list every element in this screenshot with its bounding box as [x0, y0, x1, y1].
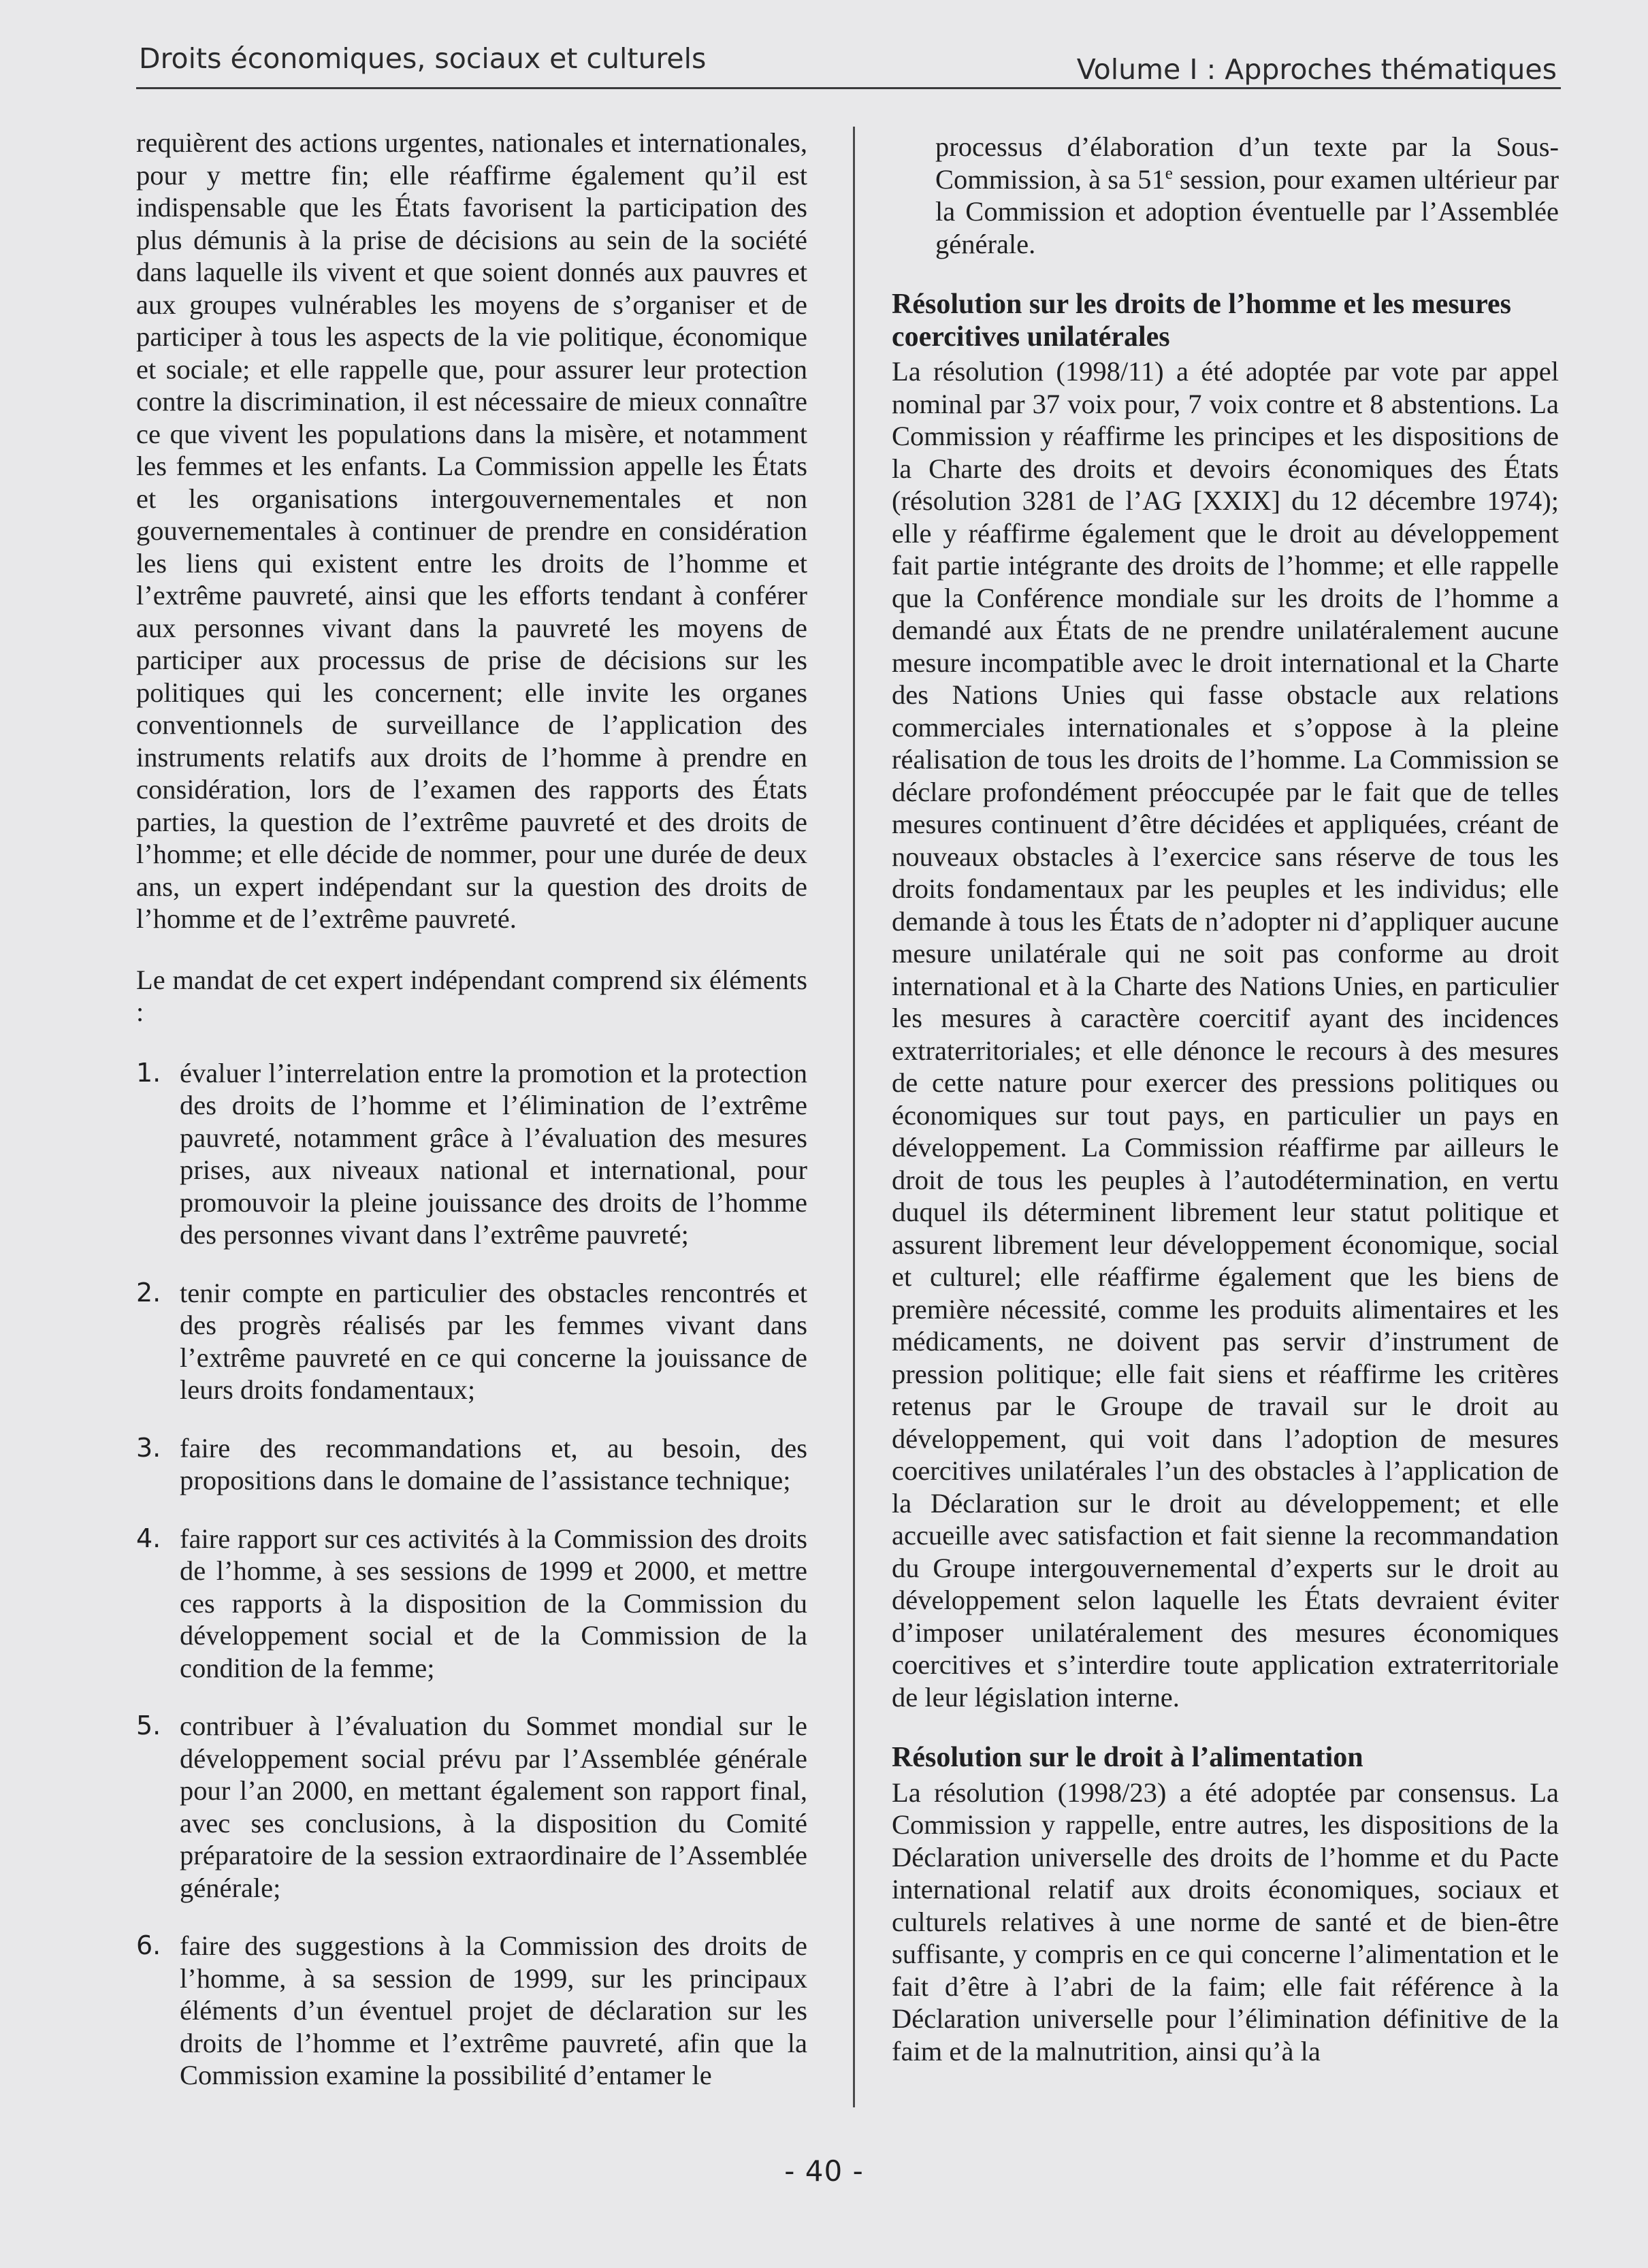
list-item-number: 1. [136, 1057, 161, 1088]
left-paragraph-continuation: requièrent des actions urgentes, nationales et internationales, pour y mettre fin; elle réaffirme également qu’il est indispensable que les États favorisent la participation des plus démunis à la prise de décisions au sein de la société dans laquelle ils vivent et que soient donnés aux pauvres et aux groupes vulnérables les moyens de s’organiser et de participer à tous les aspects de la vie politique, économique et sociale; et elle rappelle que, pour assurer leur protection contre la discrimination, il est nécessaire de mieux connaître ce que vivent les populations dans la misère, et notamment les femmes et les enfants. La Commission appelle les États et les organisations intergouvernementales et non gouvernementales à continuer de prendre en considération les liens qui existent entre les droits de l’homme et l’extrême pauvreté, ainsi que les efforts tendant à conférer aux personnes vivant dans la pauvreté les moyens de participer aux processus de prise de décisions sur les politiques qui les concernent; elle invite les organes conventionnels de surveillance de l’application des instruments relatifs aux droits de l’homme à prendre en considération, lors de l’examen des rapports des États parties, la question de l’extrême pauvreté et des droits de l’homme; et elle décide de nommer, pour une durée de deux ans, un expert indépendant sur la question des droits de l’homme et de l’extrême pauvreté. [136, 127, 807, 934]
list-item-text: tenir compte en particulier des obstacles rencontrés et des progrès réalisés par les femmes vivant dans l’extrême pauvreté en ce qui concerne la jouissance de leurs droits fondamentaux; [180, 1277, 807, 1405]
header-right-title: Volume I : Approches thématiques [1076, 53, 1557, 86]
list-item-number: 6. [136, 1930, 161, 1960]
header-left-title: Droits économiques, sociaux et culturels [139, 42, 707, 75]
right-paragraph-continuation [892, 131, 1559, 260]
header-rule [136, 87, 1561, 89]
ordinal-superscript: e [1165, 164, 1173, 182]
continuation-text-start: processus d’élaboration d’un texte par la Sous-Commission, à sa 51 [935, 131, 1559, 195]
list-item [136, 1710, 807, 1904]
section-paragraph-right-to-food: La résolution (1998/23) a été adoptée par consensus. La Commission y rappelle, entre autres, les dispositions de la Déclaration universelle des droits de l’homme et du Pacte international relatif aux droits économiques, sociaux et culturels relatives à une norme de santé et de bien-être suffisante, y compris en ce qui concerne l’alimentation et le fait d’être à l’abri de la faim; elle fait référence à la Déclaration universelle pour l’élimination définitive de la faim et de la malnutrition, ainsi qu’à la [892, 1777, 1559, 2067]
left-column [136, 127, 807, 2118]
section-heading-coercive-measures: Résolution sur les droits de l’homme et les mesures coercitives unilatérales [892, 289, 1511, 353]
list-item [136, 1432, 807, 1497]
list-item [136, 1523, 807, 1685]
list-item-number: 2. [136, 1277, 161, 1308]
section-paragraph-coercive-measures: La résolution (1998/11) a été adoptée par vote par appel nominal par 37 voix pour, 7 voix contre et 8 abstentions. La Commission y réaffirme les principes et les dispositions de la Charte des droits et devoirs économiques des États (résolution 3281 de l’AG [XXIX] du 12 décembre 1974); elle y réaffirme également que le droit au développement fait partie intégrante des droits de l’homme; et elle rappelle que la Conférence mondiale sur les droits de l’homme a demandé aux États de ne prendre unilatéralement aucune mesure incompatible avec le droit international et la Charte des Nations Unies qui fasse obstacle aux relations commerciales internationales et s’oppose à la pleine réalisation de tous les droits de l’homme. La Commission se déclare profondément préoccupée par le fait que de telles mesures continuent d’être décidées et appliquées, créant de nouveaux obstacles à l’exercice sans réserve de tous les droits fondamentaux par les peuples et les individus; elle demande à tous les États de n’adopter ni d’appliquer aucune mesure unilatérale qui ne soit pas conforme au droit international et à la Charte des Nations Unies, en particulier les mesures à caractère coercitif ayant des incidences extraterritoriales; et elle dénonce le recours à des mesures de cette nature pour exercer des pressions politiques ou économiques sur tout pays, en particulier un pays en développement. La Commission réaffirme par ailleurs le droit de tous les peuples à l’autodétermination, en vertu duquel ils déterminent librement leur statut politique et assurent librement leur développement économique, social et culturel; elle réaffirme également que les biens de première nécessité, comme les produits alimentaires et les médicaments, ne doivent pas servir d’instrument de pression politique; elle fait siens et réaffirme les critères retenus par le Groupe de travail sur le droit au développement, qui voit dans l’adoption de mesures coercitives unilatérales l’un des obstacles à l’application de la Déclaration sur le droit au développement; et elle accueille avec satisfaction et fait sienne la recommandation du Groupe intergouvernemental d’experts sur le droit au développement selon laquelle les États devraient éviter d’imposer unilatéralement des mesures économiques coercitives et s’interdire toute application extraterritoriale de leur législation interne. [892, 356, 1559, 1713]
page-number: - 40 - [784, 2154, 864, 2188]
column-divider [853, 127, 855, 2107]
list-item-text: faire des recommandations et, au besoin, des propositions dans le domaine de l’assistance technique; [180, 1432, 807, 1495]
list-item-number: 4. [136, 1523, 161, 1553]
list-item-text: faire des suggestions à la Commission des droits de l’homme, à sa session de 1999, sur les principaux éléments d’un éventuel projet de déclaration sur les droits de l’homme et l’extrême pauvreté, afin que la Commission examine la possibilité d’entamer le [180, 1930, 807, 2090]
right-column [892, 131, 1559, 2096]
list-item-number: 5. [136, 1711, 161, 1740]
mandate-list [136, 1057, 807, 2092]
list-item [136, 1277, 807, 1406]
running-header [139, 42, 1557, 94]
list-item [136, 1057, 807, 1251]
list-item [136, 1930, 807, 2092]
list-item-text: contribuer à l’évaluation du Sommet mondial sur le développement social prévu par l’Assemblée générale pour l’an 2000, en mettant également son rapport final, avec ses conclusions, à la disposition du Comité préparatoire de la session extraordinaire de l’Assemblée générale; [180, 1711, 807, 1903]
list-item-number: 3. [136, 1432, 161, 1463]
continuation-text-end: session, pour examen ultérieur par la Commission et adoption éventuelle par l’Assemblée générale. [935, 163, 1559, 259]
list-item-text: faire rapport sur ces activités à la Commission des droits de l’homme, à ses sessions de 1999 et 2000, et mettre ces rapports à la disposition de la Commission du développement social et de la Commission de la condition de la femme; [180, 1523, 807, 1683]
section-heading-right-to-food: Résolution sur le droit à l’alimentation [892, 1742, 1363, 1773]
mandate-intro-paragraph: Le mandat de cet expert indépendant comprend six éléments : [136, 964, 807, 1027]
list-item-text: évaluer l’interrelation entre la promotion et la protection des droits de l’homme et l’élimination de l’extrême pauvreté, notamment grâce à l’évaluation des mesures prises, aux niveaux national et international, pour promouvoir la pleine jouissance des droits de l’homme des personnes vivant dans l’extrême pauvreté; [180, 1057, 807, 1250]
